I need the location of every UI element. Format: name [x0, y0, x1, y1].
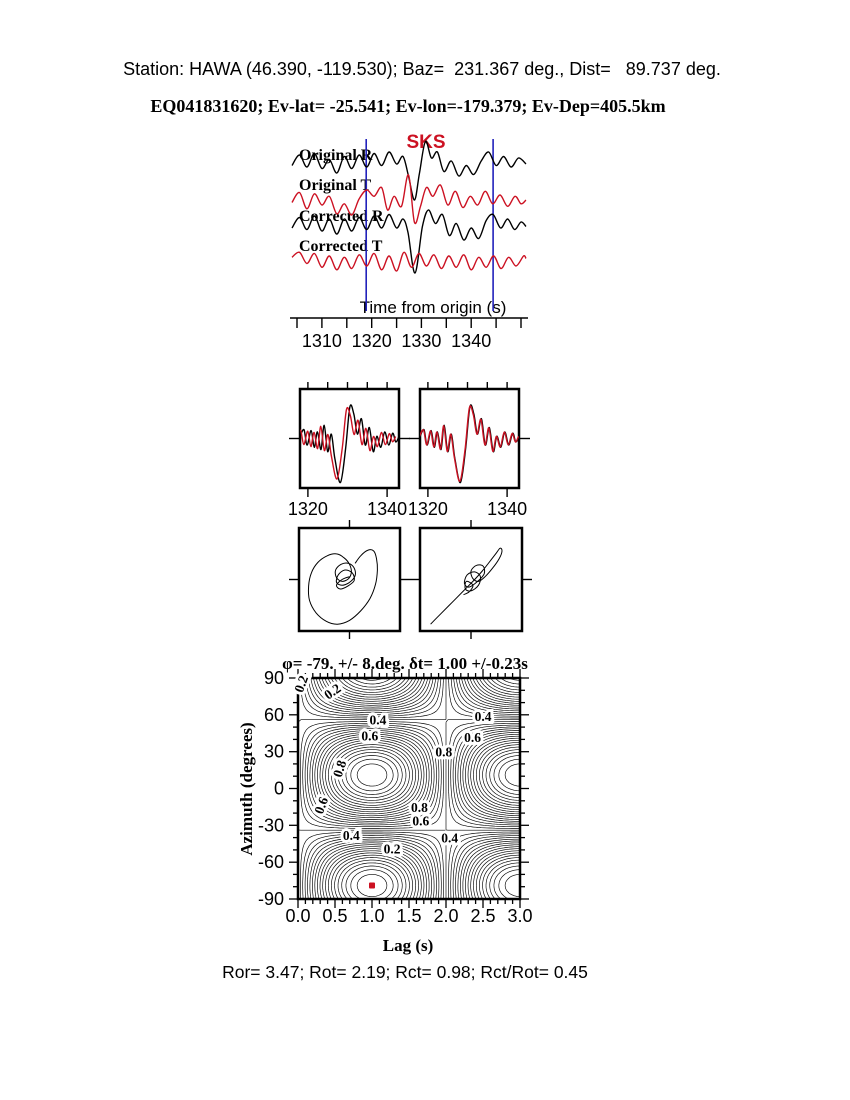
time-tick-label: 1310 [301, 331, 342, 351]
best-fit-marker [369, 883, 375, 889]
trace-label-corrected-r: Corrected R [299, 208, 384, 225]
compare-waves [297, 405, 399, 483]
contour-level-label: 0.4 [369, 712, 387, 728]
azimuth-tick-label: -30 [257, 815, 284, 836]
contour-level-label: 0.2 [321, 680, 344, 703]
time-axis-title: Time from origin (s) [359, 298, 507, 317]
time-tick-label: 1340 [451, 331, 492, 351]
lag-tick-label: 2.5 [470, 906, 496, 926]
time-tick-label: 1320 [351, 331, 392, 351]
splitting-result-title: φ= -79. +/- 8.deg. δt= 1.00 +/-0.23s [282, 654, 528, 673]
trace-label-original-t: Original T [299, 177, 372, 194]
azimuth-tick-label: -60 [257, 852, 284, 873]
lag-tick-label: 0.5 [322, 906, 348, 926]
contour-level-label: 0.6 [464, 729, 482, 745]
contour-level-label: 0.6 [361, 728, 379, 744]
compare-waves [420, 405, 520, 483]
quality-stats: Ror= 3.47; Rot= 2.19; Rct= 0.98; Rct/Rot= 0.45 [222, 962, 588, 982]
lag-tick-label: 1.5 [396, 906, 422, 926]
trace-label-original-r: Original R [299, 147, 373, 164]
azimuth-axis-title: Azimuth (degrees) [237, 722, 256, 856]
pm-box [299, 528, 400, 631]
pm-box [420, 528, 522, 631]
event-subtitle: EQ041831620; Ev-lat= -25.541; Ev-lon=-179.379; Ev-Dep=405.5km [150, 96, 666, 116]
contour-level-label: 0.4 [474, 709, 492, 724]
page-title: Station: HAWA (46.390, -119.530); Baz= 231.367 deg., Dist= 89.737 deg. [123, 59, 721, 79]
azimuth-tick-label: -90 [257, 889, 284, 909]
lag-tick-label: 3.0 [507, 906, 533, 926]
contour-level-label: 0.2 [383, 841, 401, 857]
trace-label-corrected-t: Corrected T [299, 238, 383, 255]
contour-level-label: 0.2 [291, 673, 312, 695]
contour-level-label: 0.8 [410, 799, 428, 815]
comparison-panels [288, 382, 530, 519]
error-surface-panel [237, 654, 533, 955]
phase-label-sks: SKS [406, 132, 446, 153]
azimuth-tick-label: 90 [263, 668, 284, 688]
contour-level-label: 0.6 [412, 813, 430, 829]
azimuth-tick-label: 0 [273, 778, 284, 799]
contour-level-label: 0.8 [435, 744, 453, 760]
pm-corrected-curve [431, 548, 502, 624]
azimuth-tick-label: 30 [263, 741, 284, 762]
compare-tick-label: 1340 [487, 499, 528, 519]
contour-level-label: 0.4 [441, 830, 459, 846]
lag-tick-label: 1.0 [359, 906, 385, 926]
azimuth-tick-label: 60 [263, 704, 284, 725]
lag-axis-title: Lag (s) [382, 936, 434, 955]
pm-original-curve [308, 550, 377, 625]
top-waveform-panel [290, 132, 528, 351]
contour-level-label: 0.4 [342, 828, 360, 844]
particle-motion-panels [289, 520, 532, 639]
compare-tick-label: 1340 [367, 499, 408, 519]
contour-level-label: 0.6 [311, 794, 332, 816]
compare-tick-label: 1320 [407, 499, 448, 519]
time-tick-label: 1330 [401, 331, 442, 351]
lag-tick-label: 2.0 [433, 906, 459, 926]
contour-level-label: 0.8 [329, 758, 350, 780]
lag-tick-label: 0.0 [285, 906, 311, 926]
compare-tick-label: 1320 [287, 499, 328, 519]
